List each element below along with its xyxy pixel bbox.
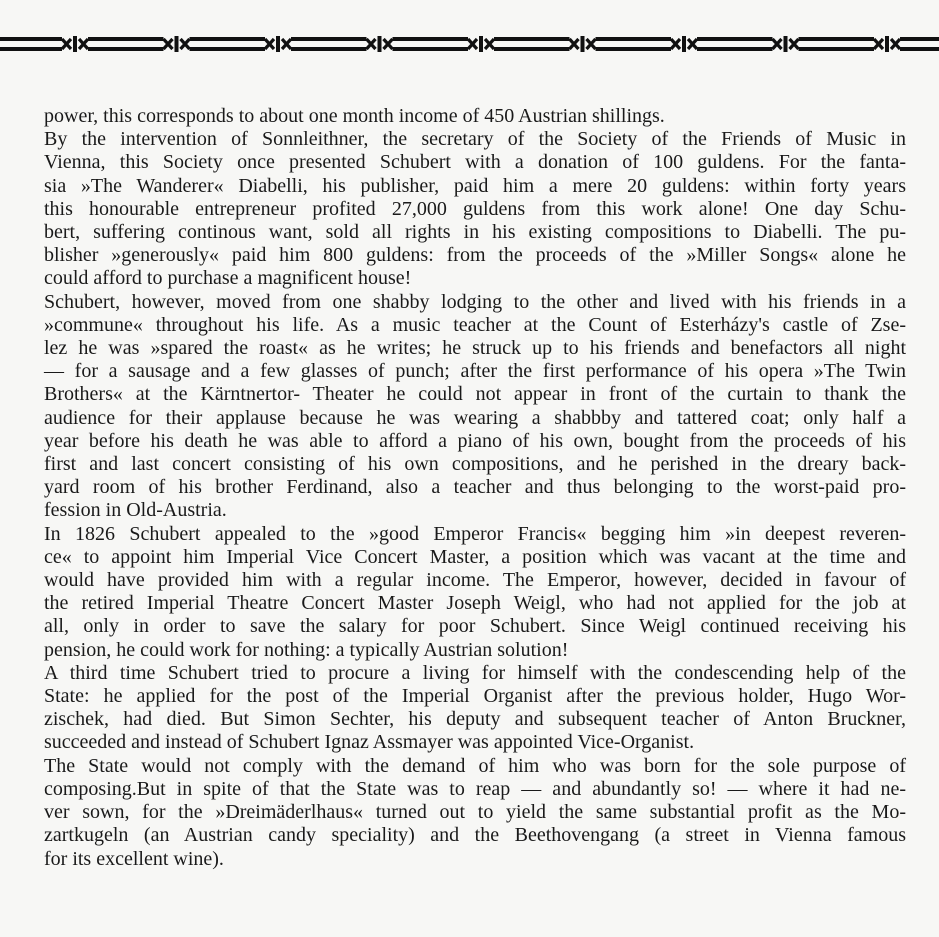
text-line: Brothers« at the Kärntnertor- Theater he could not appear in front of the curtain to thank the bbox=[44, 383, 906, 406]
text-line: A third time Schubert tried to procure a living for himself with the condescending help of the bbox=[44, 661, 906, 684]
chain-knot bbox=[62, 36, 88, 52]
paragraph bbox=[44, 755, 906, 871]
text-line: State: he applied for the post of the Imperial Organist after the previous holder, Hugo Wor- bbox=[44, 685, 906, 708]
chain-knot bbox=[773, 36, 799, 52]
text-line: for its excellent wine). bbox=[44, 847, 224, 870]
text-line: power, this corresponds to about one month income of 450 Austrian shillings. bbox=[44, 105, 665, 127]
text-line: Vienna, this Society once presented Schubert with a donation of 100 guldens. For the fanta- bbox=[44, 151, 906, 174]
text-line: this honourable entrepreneur profited 27,000 guldens from this work alone! One day Schu- bbox=[44, 197, 906, 220]
paragraph bbox=[44, 128, 906, 290]
paragraph bbox=[44, 105, 906, 128]
decorative-chain-border bbox=[0, 28, 939, 60]
text-line: bert, suffering continous want, sold all rights in his existing compositions to Diabelli. The pu- bbox=[44, 221, 906, 244]
paragraph bbox=[44, 523, 906, 662]
text-line: would have provided him with a regular income. The Emperor, however, decided in favour of bbox=[44, 569, 906, 592]
text-line: pension, he could work for nothing: a typically Austrian solution! bbox=[44, 638, 569, 661]
text-line: Schubert, however, moved from one shabby lodging to the other and lived with his friends in a bbox=[44, 290, 906, 313]
text-line: composing.But in spite of that the State was to reap — and abundantly so! — where it had ne- bbox=[44, 777, 906, 800]
text-line: zischek, had died. But Simon Sechter, his deputy and subsequent teacher of Anton Bruckner, bbox=[44, 708, 906, 731]
chain-knot bbox=[367, 36, 393, 52]
chain-knot bbox=[265, 36, 291, 52]
chain-knot bbox=[570, 36, 596, 52]
text-line: By the intervention of Sonnleithner, the secretary of the Society of the Friends of Music in bbox=[44, 128, 906, 151]
text-line: — for a sausage and a few glasses of punch; after the first performance of his opera »The Twin bbox=[44, 360, 906, 383]
text-line: the retired Imperial Theatre Concert Master Joseph Weigl, who had not applied for the job at bbox=[44, 592, 906, 615]
paragraph bbox=[44, 662, 906, 755]
text-line: lez he was »spared the roast« as he writes; he struck up to his friends and benefactors all night bbox=[44, 337, 906, 360]
text-line: zartkugeln (an Austrian candy speciality) and the Beethovengang (a street in Vienna famous bbox=[44, 824, 906, 847]
text-line: yard room of his brother Ferdinand, also a teacher and thus belonging to the worst-paid pro- bbox=[44, 476, 906, 499]
chain-knot bbox=[671, 36, 697, 52]
text-line: all, only in order to save the salary for poor Schubert. Since Weigl continued receiving his bbox=[44, 615, 906, 638]
text-line: audience for their applause because he was wearing a shabbby and tattered coat; only half a bbox=[44, 406, 906, 429]
chain-knot bbox=[164, 36, 190, 52]
paragraph bbox=[44, 291, 906, 523]
text-line: »commune« throughout his life. As a music teacher at the Count of Esterházy's castle of Zse- bbox=[44, 313, 906, 336]
chain-knot bbox=[874, 36, 900, 52]
text-line: The State would not comply with the demand of him who was born for the sole purpose of bbox=[44, 754, 906, 777]
text-line: blisher »generously« paid him 800 guldens: from the proceeds of the »Miller Songs« alone he bbox=[44, 244, 906, 267]
chain-knot bbox=[468, 36, 494, 52]
text-line: In 1826 Schubert appealed to the »good Emperor Francis« begging him »in deepest reveren- bbox=[44, 522, 906, 545]
text-line: ce« to appoint him Imperial Vice Concert Master, a position which was vacant at the time and bbox=[44, 545, 906, 568]
body-text bbox=[44, 105, 906, 871]
text-line: ver sown, for the »Dreimäderlhaus« turned out to yield the same substantial profit as the Mo- bbox=[44, 801, 906, 824]
text-line: could afford to purchase a magnificent house! bbox=[44, 267, 412, 290]
text-line: sia »The Wanderer« Diabelli, his publisher, paid him a mere 20 guldens: within forty years bbox=[44, 174, 906, 197]
text-line: year before his death he was able to afford a piano of his own, bought from the proceeds of his bbox=[44, 429, 906, 452]
text-line: fession in Old-Austria. bbox=[44, 499, 227, 522]
text-line: succeeded and instead of Schubert Ignaz Assmayer was appointed Vice-Organist. bbox=[44, 731, 695, 754]
text-line: first and last concert consisting of his own compositions, and he perished in the dreary back- bbox=[44, 453, 906, 476]
